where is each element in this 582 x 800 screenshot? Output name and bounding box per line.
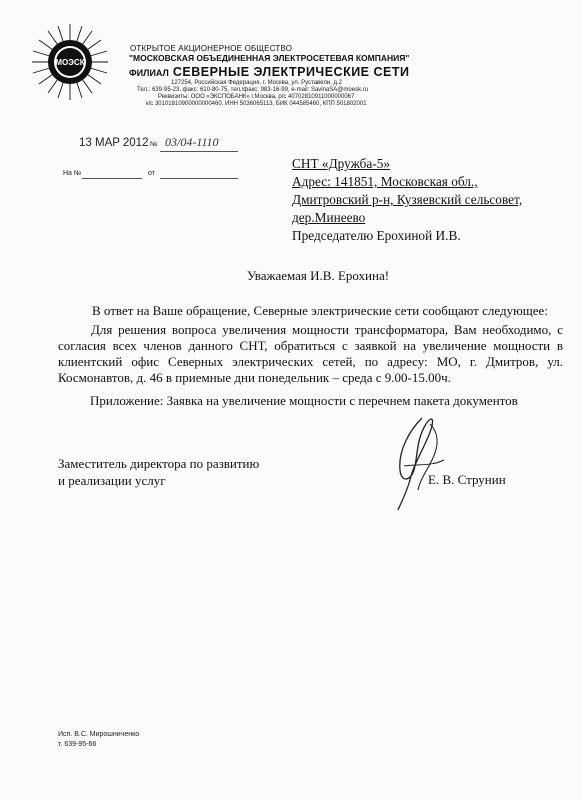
attachment-note: Приложение: Заявка на увеличение мощности с перечнем пакета документов (90, 393, 518, 408)
company-phones: Тел.: 639-95-23, факс: 610-80-75, тел./факс: 983-16-99, e-mail: SavinaSA@moesk.ru (137, 87, 369, 93)
signatory-position-line1: Заместитель директора по развитию (58, 456, 260, 471)
outgoing-date: 13 MAP 2012 (79, 137, 149, 149)
handwritten-signature (370, 410, 460, 515)
signatory-position-line2: и реализации услуг (58, 473, 166, 488)
company-address: 127254, Российская Федерация, г. Москва, ул. Руставели, д.2 (171, 80, 343, 86)
svg-text:МОЭСК: МОЭСК (55, 58, 85, 67)
addressee-address-line1: Адрес: 141851, Московская обл., (292, 174, 478, 189)
number-underline (160, 151, 238, 152)
outgoing-number: 03/04-1110 (165, 135, 219, 149)
reference-number-line (82, 178, 142, 179)
paragraph-intro: В ответ на Ваше обращение, Северные электрические сети сообщают следующее: (92, 303, 548, 318)
executor-phone: т. 639-95-66 (58, 741, 97, 748)
company-name: "МОСКОВСКАЯ ОБЪЕДИНЕННАЯ ЭЛЕКТРОСЕТЕВАЯ КОМПАНИЯ" (129, 53, 410, 63)
branch-label: ФИЛИАЛ (129, 68, 169, 78)
addressee-recipient: Председателю Ерохиной И.В. (292, 228, 461, 243)
paragraph-main: Для решения вопроса увеличения мощности трансформатора, Вам необходимо, с согласия всех членов данного СНТ, обратиться с заявкой на увеличение мощности в клиентский офис Северных электрических сетей, по адресу: МО, г. Дмитров, ул. Космонавтов, д. 46 в приемные дни понедельник – среда с 9.00-15.00ч. (58, 322, 563, 385)
salutation: Уважаемая И.В. Ерохина! (247, 268, 390, 283)
reference-date-line (160, 178, 238, 179)
outgoing-number-label: № (150, 141, 158, 148)
addressee-address-line3: дер.Минеево (292, 210, 366, 225)
company-bank: Реквизиты: ООО «ЭКСПОБАНК» г.Москва, р/с 40702810911000000067 (158, 94, 355, 100)
reference-date-label: от (148, 170, 155, 177)
executor-name: Исп. В.С. Мирошниченко (58, 731, 140, 738)
addressee-address-line2: Дмитровский р-н, Кузяевский сельсовет, (292, 192, 523, 207)
branch-name: СЕВЕРНЫЕ ЭЛЕКТРИЧЕСКИЕ СЕТИ (172, 65, 410, 79)
reference-number-label: На № (63, 170, 82, 177)
addressee-org: СНТ «Дружба-5» (292, 156, 390, 171)
company-codes: к/с 30101810900000000460, ИНН 5036065113, БИК 044585460, КПП 501802001 (146, 101, 367, 107)
company-logo (30, 22, 110, 102)
company-type: ОТКРЫТОЕ АКЦИОНЕРНОЕ ОБЩЕСТВО (130, 44, 293, 53)
signatory-name: Е. В. Струнин (428, 472, 506, 487)
branch-title (129, 63, 409, 81)
